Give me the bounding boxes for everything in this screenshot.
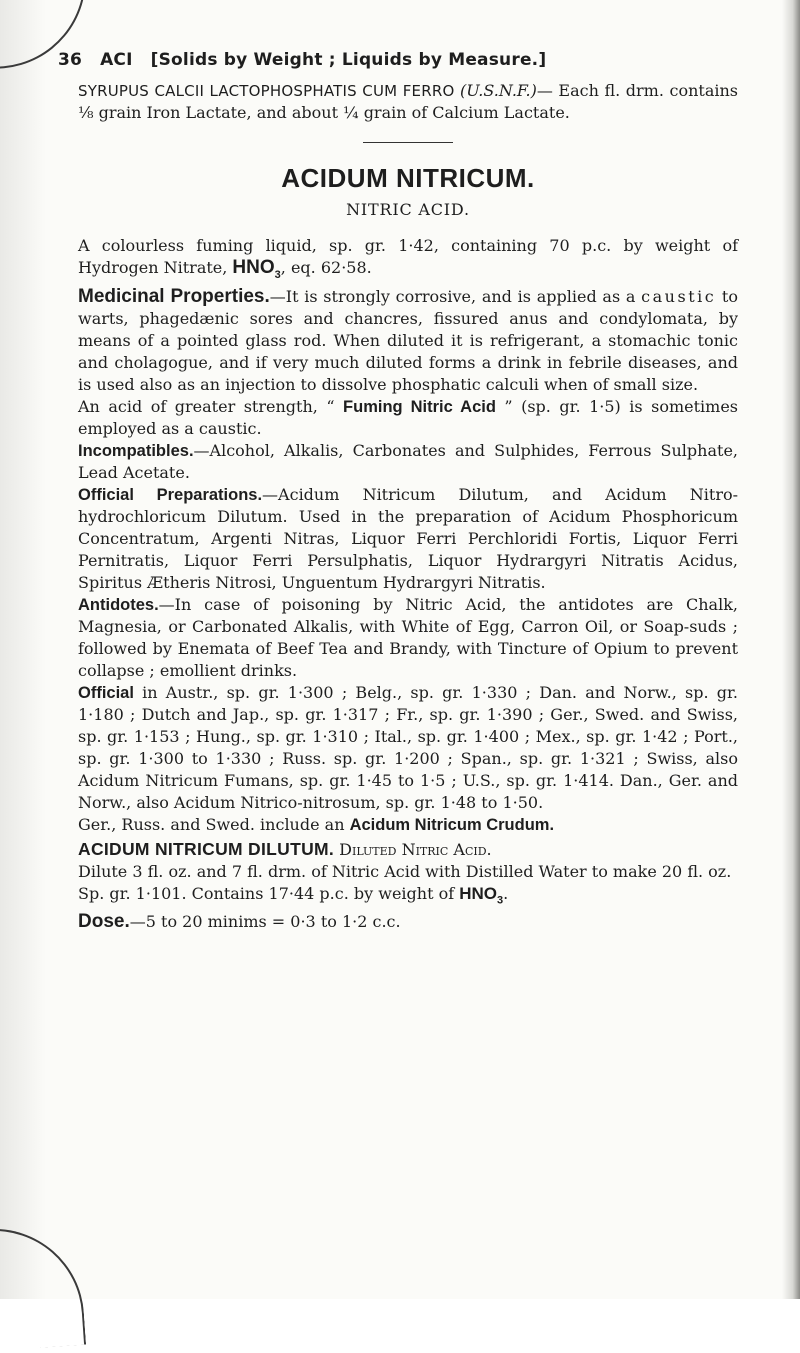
incompatibles-paragraph: [78, 440, 738, 484]
antidotes-heading: Antidotes.: [78, 595, 159, 614]
official-preparations-text: —Acidum Nitricum Dilutum, and Acidum Nitro-hydrochloricum Dilutum. Used in the preparation of Acidum Phosphoricum Concentratum, Argenti Nitras, Liquor Ferri Perchloridi Fortis, Liquor Ferri Pernitratis, Liquor Ferri Persulphatis, Liquor Hydrargyri Nitratis Acidus, Spiritus Ætheris Nitrosi, Unguentum Hydrargyri Nitratis.: [78, 484, 738, 592]
medicinal-text-cont: to warts, phagedænic sores and chancres, fissured anus and condylomata, by means of a pointed glass rod. When diluted it is refrigerant, a stomachic tonic and cholagogue, and if very much diluted forms a drink in febrile diseases, and is used also as an injection to dissolve phosphatic calculi when of small size.: [78, 286, 738, 394]
syrupus-title: SYRUPUS CALCII LACTOPHOSPHATIS CUM FERRO: [78, 82, 455, 100]
description-paragraph: [78, 235, 738, 286]
dilutum-heading-paragraph: [78, 838, 738, 861]
page-right-shadow: [782, 0, 800, 1299]
page-content: [58, 50, 738, 933]
dose-text: —5 to 20 minims = 0·3 to 1·2 c.c.: [129, 912, 401, 932]
official-in-text: in Austr., sp. gr. 1·300 ; Belg., sp. gr. 1·330 ; Dan. and Norw., sp. gr. 1·180 ; Dutch and Jap., sp. gr. 1·317 ; Fr., sp. gr. 1·390 ; Ger., Swed. and Swiss, sp. gr. 1·153 ; Hung., sp. gr. 1·310 ; Ital., sp. gr. 1·400 ; Mex., sp. gr. 1·42 ; Port., sp. gr. 1·300 to 1·330 ; Russ. sp. gr. 1·200 ; Span., sp. gr. 1·321 ; Swiss, also Acidum Nitricum Fumans, sp. gr. 1·45 to 1·5 ; U.S., sp. gr. 1·414. Dan., Ger. and Norw., also Acidum Nitrico-nitrosum, sp. gr. 1·48 to 1·50.: [78, 682, 738, 812]
page-left-shadow: [0, 0, 46, 1299]
syrupus-text: — Each fl. drm. contains ⅛ grain Iron Lactate, and about ¼ grain of Calcium Lactate.: [78, 81, 738, 122]
official-preparations-paragraph: [78, 484, 738, 594]
syrupus-entry: [78, 80, 738, 124]
formula-text: HNO: [232, 257, 275, 278]
section-code: ACI: [100, 50, 133, 70]
antidotes-paragraph: [78, 594, 738, 682]
formula-hno3: [232, 257, 281, 281]
dilutum-formula-text: HNO: [459, 883, 498, 903]
dilutum-gravity-end: .: [503, 883, 509, 903]
description-text-end: , eq. 62·58.: [280, 258, 372, 277]
description-text: A colourless fuming liquid, sp. gr. 1·42, containing 70 p.c. by weight of Hydrogen Nitrate,: [78, 236, 738, 277]
dilutum-title: ACIDUM NITRICUM DILUTUM.: [78, 838, 335, 859]
dilutum-directions: Dilute 3 fl. oz. and 7 fl. drm. of Nitric Acid with Distilled Water to make 20 fl. oz.: [78, 861, 732, 881]
official-in-paragraph: [78, 682, 738, 814]
section-divider: [363, 142, 453, 143]
dose-paragraph: [78, 911, 738, 933]
crudum-paragraph: [78, 814, 738, 836]
fuming-text: An acid of greater strength, “: [78, 396, 344, 416]
incompatibles-heading: Incompatibles.: [78, 441, 194, 460]
official-in-heading: Official: [78, 683, 134, 702]
fuming-text-end: ” (sp. gr. 1·5) is sometimes employed as a caustic.: [78, 396, 738, 438]
monograph-subtitle: NITRIC ACID.: [346, 200, 470, 219]
page-corner-curl-bottom: [0, 1223, 86, 1353]
page-number: 36: [58, 50, 83, 70]
medicinal-caustic: caustic: [641, 286, 717, 306]
monograph-title: ACIDUM NITRICUM.: [281, 163, 535, 193]
running-title: [Solids by Weight ; Liquids by Measure.]: [150, 50, 547, 70]
antidotes-text: —In case of poisoning by Nitric Acid, the antidotes are Chalk, Magnesia, or Carbonated Alkalis, with White of Egg, Carron Oil, or Soap-suds ; followed by Enemata of Beef Tea and Brandy, with Tincture of Opium to prevent collapse ; emollient drinks.: [78, 594, 738, 680]
medicinal-heading: Medicinal Properties.: [78, 285, 270, 307]
medicinal-text: —It is strongly corrosive, and is applied as a: [269, 286, 642, 306]
official-preparations-heading: Official Preparations.: [78, 485, 263, 504]
formula-subscript: 3: [274, 268, 281, 281]
running-header: [58, 50, 738, 70]
fuming-name: Fuming Nitric Acid: [343, 397, 496, 416]
dilutum-gravity-text: Sp. gr. 1·101. Contains 17·44 p.c. by weight of: [78, 883, 460, 903]
dilutum-gravity: [78, 883, 738, 911]
crudum-text: Ger., Russ. and Swed. include an: [78, 814, 350, 834]
dilutum-english: Diluted Nitric Acid.: [339, 839, 492, 859]
dose-heading: Dose.: [78, 911, 130, 933]
incompatibles-text: —Alcohol, Alkalis, Carbonates and Sulphides, Ferrous Sulphate, Lead Acetate.: [78, 440, 738, 482]
medicinal-paragraph: [78, 286, 738, 396]
crudum-name: Acidum Nitricum Crudum.: [349, 815, 555, 834]
fuming-paragraph: [78, 396, 738, 440]
dilutum-formula: [459, 883, 504, 907]
dilutum-formula-subscript: 3: [497, 894, 504, 907]
syrupus-source: (U.S.N.F.): [460, 81, 537, 100]
